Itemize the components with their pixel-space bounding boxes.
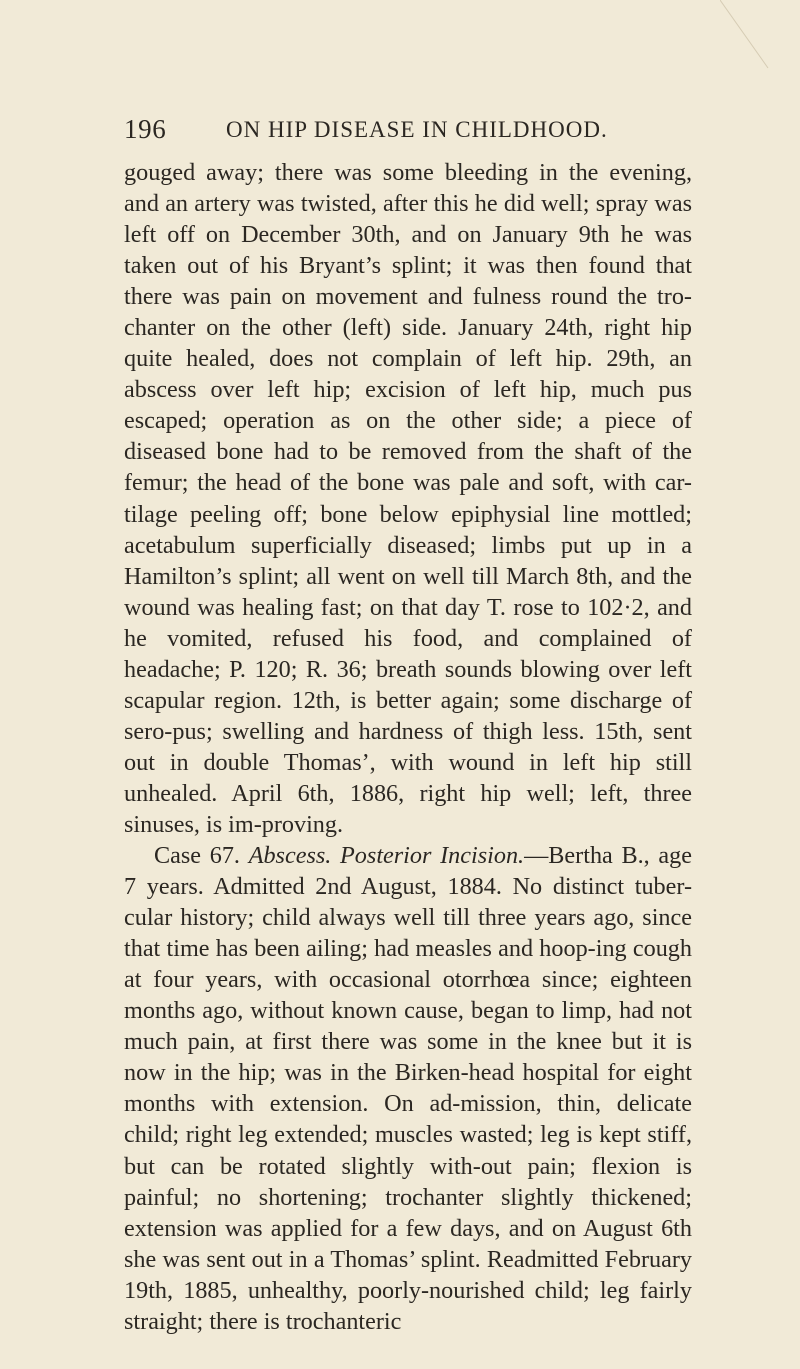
paragraph-continuation: gouged away; there was some bleeding in the evening, and an artery was twisted, after this he did well; spray was left off on December 30th, and on January 9th he was taken out of his Bryant’s splint; it was then found that there was pain on movement and fulness round the tro-chanter on the other (left) side. January 24th, right hip quite healed, does not complain of left hip. 29th, an abscess over left hip; excision of left hip, much pus escaped; operation as on the other side; a piece of diseased bone had to be removed from the shaft of the femur; the head of the bone was pale and soft, with car-tilage peeling off; bone below epiphysial line mottled; acetabulum superficially diseased; limbs put up in a Hamilton’s splint; all went on well till March 8th, and the wound was healing fast; on that day T. rose to 102·2, and he vomited, refused his food, and complained of headache; P. 120; R. 36; breath sounds blowing over left scapular region. 12th, is better again; some discharge of sero-pus; swelling and hardness of thigh less. 15th, sent out in double Thomas’, with wound in left hip still unhealed. April 6th, 1886, right hip well; left, three sinuses, is im-proving.: [124, 159, 692, 838]
case-title-abscess: Abscess.: [248, 842, 332, 870]
paragraph-case-67: [124, 840, 692, 1337]
body-text: [124, 157, 692, 1337]
page-number: 196: [124, 114, 167, 144]
running-title: ON HIP DISEASE IN CHILDHOOD.: [226, 117, 608, 142]
page-header: [124, 114, 684, 144]
case-67-text: —Bertha B., age 7 years. Admitted 2nd August, 1884. No distinct tuber-cular history; child always well till three years ago, since that time has been ailing; had measles and hoop-ing cough at four years, with occasional otorrhœa since; eighteen months ago, without known cause, began to limp, had not much pain, at first there was some in the knee but it is now in the hip; was in the Birken-head hospital for eight months with extension. On ad-mission, thin, delicate child; right leg extended; muscles wasted; leg is kept stiff, but can be rotated slightly with-out pain; flexion is painful; no shortening; trochanter slightly thickened; extension was applied for a few days, and on August 6th she was sent out in a Thomas’ splint. Readmitted February 19th, 1885, unhealthy, poorly-nourished child; leg fairly straight; there is trochanteric: [124, 842, 692, 1335]
case-title-incision: Posterior Incision.: [340, 842, 525, 870]
page-corner-crease: [720, 0, 770, 70]
case-number: Case 67.: [154, 842, 240, 870]
